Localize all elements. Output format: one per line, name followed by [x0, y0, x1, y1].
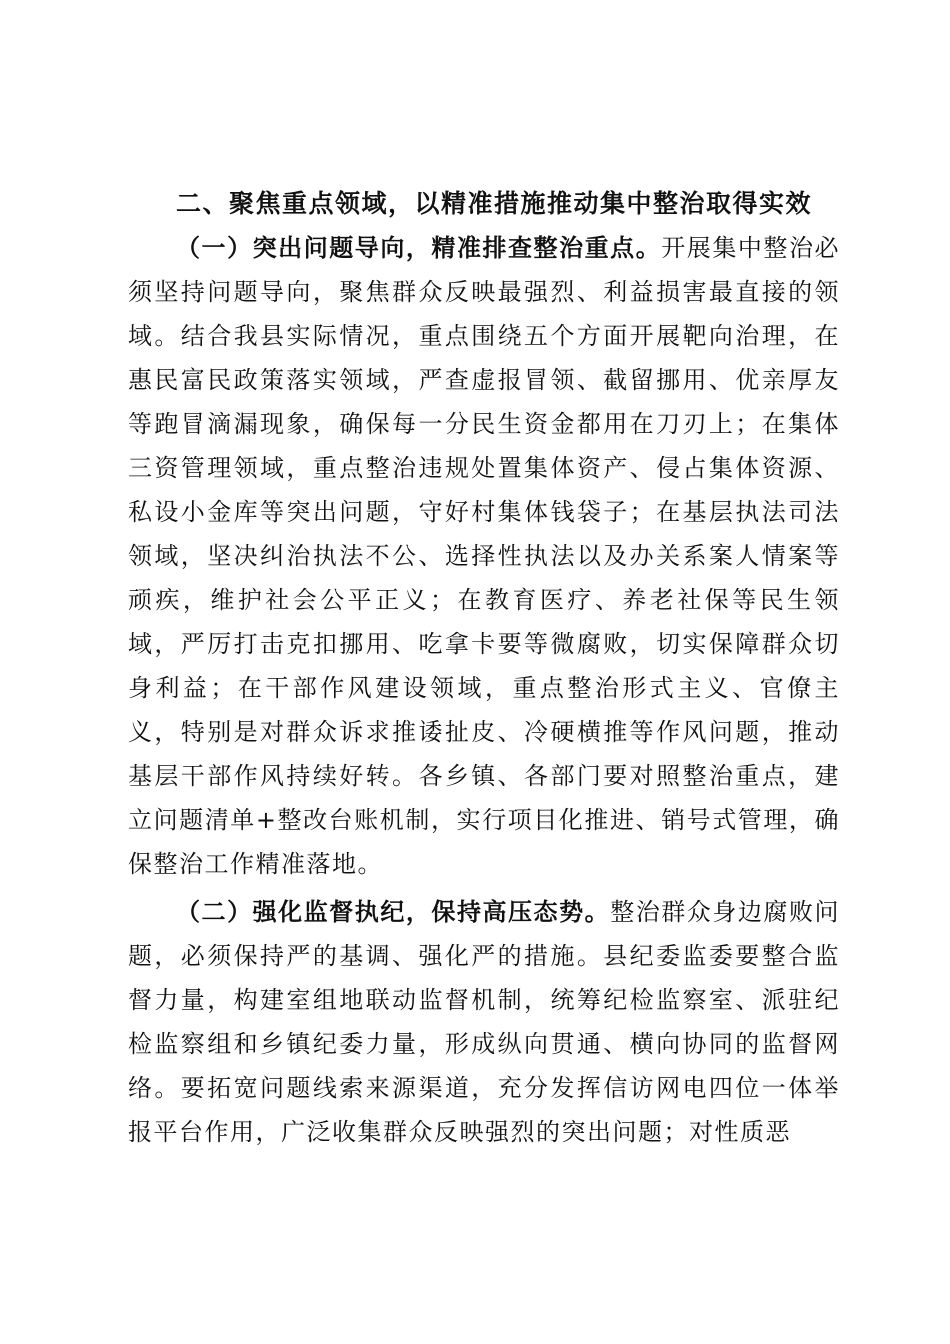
paragraph-1-lead: （一）突出问题导向，精准排查整治重点。	[176, 234, 662, 262]
paragraph-1-body: 开展集中整治必须坚持问题导向，聚焦群众反映最强烈、利益损害最直接的领域。结合我县实际情况，重点围绕五个方面开展靶向治理，在惠民富民政策落实领域，严查虚报冒领、截留挪用、优亲厚友等跑冒滴漏现象，确保每一分民生资金都用在刀刃上；在集体三资管理领域，重点整治违规处置集体资产、侵占集体资源、私设小金库等突出问题，守好村集体钱袋子；在基层执法司法领域，坚决纠治执法不公、选择性执法以及办关系案人情案等顽疾，维护社会公平正义；在教育医疗、养老社保等民生领域，严厉打击克扣挪用、吃拿卡要等微腐败，切实保障群众切身利益；在干部作风建设领域，重点整治形式主义、官僚主义，特别是对群众诉求推诿扯皮、冷硬横推等作风问题，推动基层干部作风持续好转。各乡镇、各部门要对照整治重点，建立问题清单+整改台账机制，实行项目化推进、销号式管理，确保整治工作精准落地。	[128, 234, 841, 878]
paragraph-2-body: 整治群众身边腐败问题，必须保持严的基调、强化严的措施。县纪委监委要整合监督力量，构建室组地联动监督机制，统筹纪检监察室、派驻纪检监察组和乡镇纪委力量，形成纵向贯通、横向协同的监督网络。要拓宽问题线索来源渠道，充分发挥信访网电四位一体举报平台作用，广泛收集群众反映强烈的突出问题；对性质恶	[128, 898, 841, 1146]
paragraph-1	[128, 226, 840, 886]
document-body	[128, 184, 840, 1154]
section-heading: 二、聚焦重点领域，以精准措施推动集中整治取得实效	[176, 189, 813, 218]
paragraph-2-lead: （二）强化监督执纪，保持高压态势。	[176, 898, 611, 926]
paragraph-2	[128, 890, 840, 1154]
